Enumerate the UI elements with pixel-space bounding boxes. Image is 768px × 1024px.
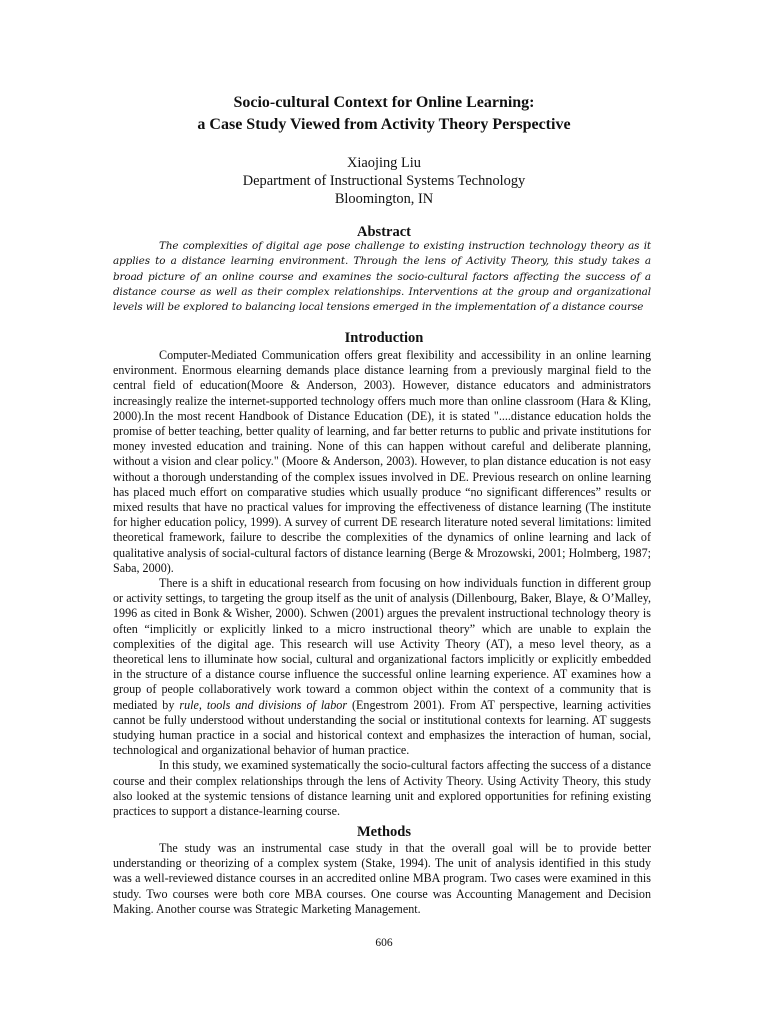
- abstract-heading: Abstract: [357, 224, 411, 240]
- title-line-2: a Case Study Viewed from Activity Theory Perspective: [197, 116, 571, 133]
- author-location: Bloomington, IN: [334, 191, 434, 207]
- title-line-1: Socio-cultural Context for Online Learning:: [233, 94, 535, 111]
- introduction-section: [113, 348, 651, 819]
- introduction-paragraph-2-emphasis: rule, tools and divisions of labor: [179, 697, 348, 712]
- introduction-paragraph-2-text-b: (Engestrom 2001). From AT perspective, learning activities cannot be fully understood without understanding the social or institutional contexts for learning. AT suggests studying human practice in a social and historical context and emphasizes the interaction of human, social, technological and organizational behavior of human practice.: [113, 697, 652, 758]
- abstract-text: The complexities of digital age pose challenge to existing instruction technology theory as it applies to a distance learning environment. Through the lens of Activity Theory, this study takes a broad picture of an online course and examines the socio-cultural factors affecting the success of a distance course as well as their complex relationships. Interventions at the group and organizational levels will be explored to balancing local tensions emerged in the implementation of a distance course: [113, 240, 651, 314]
- methods-section: [113, 841, 651, 917]
- introduction-paragraph-2: [113, 576, 651, 758]
- methods-heading: Methods: [357, 824, 411, 840]
- page-number: 606: [375, 937, 393, 949]
- author-name: Xiaojing Liu: [347, 155, 421, 171]
- introduction-paragraph-3: In this study, we examined systematically the socio-cultural factors affecting the success of a distance course and their complex relationships through the lens of Activity Theory. Using Activity Theory, this study also looked at the systemic tensions of distance learning unit and explored opportunities for refining existing practices to support a distance-learning course.: [113, 758, 651, 819]
- introduction-paragraph-1: Computer-Mediated Communication offers great flexibility and accessibility in an online learning environment. Enormous elearning demands place distance learning from a previously marginal field to the central field of education(Moore & Anderson, 2003). However, distance educators and administrators increasingly realize the internet-supported technology offers much more than online classroom (Hara & Kling, 2000).In the most recent Handbook of Distance Education (DE), it is stated "....distance education holds the promise of better teaching, better quality of learning, and far better returns to public and private institutions for money invested education and training. None of this can happen without careful and deliberate planning, without a vision and clear policy." (Moore & Anderson, 2003). However, to plan distance education is not easy without a thorough understanding of the complex issues involved in DE. Previous research on online learning has placed much effort on comparative studies which usually produce “no significant differences” results or mixed results that have no practical values for improving the effectiveness of distance learning (The institute for higher education policy, 1999). A survey of current DE research literature noted several limitations: limited theoretical framework, failure to describe the complexities of the dynamics of online learning and lack of qualitative analysis of social-cultural factors of distance learning (Berge & Mrozowski, 2001; Holmberg, 1987; Saba, 2000).: [113, 348, 651, 575]
- author-block: [0, 154, 768, 208]
- introduction-paragraph-2-text-a: There is a shift in educational research from focusing on how individuals function in different group or activity settings, to targeting the group itself as the unit of analysis (Dillenbourg, Baker, Blaye, & O’Malley, 1996 as cited in Bonk & Wisher, 2000). Schwen (2001) argues the prevalent instructional technology theory is often “implicitly or explicitly linked to a micro instructional theory” which are unable to explain the complexities of the digital age. This research will use Activity Theory (AT), a meso level theory, as a theoretical lens to illuminate how social, cultural and organizational factors implicitly or explicitly embedded in the structure of a distance course influence the successful online learning experience. AT examines how a group of people collaboratively work toward a common object within the context of a community that is mediated by: [113, 576, 651, 712]
- author-department: Department of Instructional Systems Technology: [242, 173, 526, 189]
- introduction-heading: Introduction: [344, 330, 424, 346]
- methods-paragraph-1: The study was an instrumental case study in that the overall goal will be to provide better understanding or theorizing of a complex system (Stake, 1994). The unit of analysis identified in this study was a well-reviewed distance courses in an accredited online MBA program. Two cases were examined in this study. Two courses were both core MBA courses. One course was Accounting Management and Decision Making. Another course was Strategic Marketing Management.: [113, 841, 651, 916]
- paper-title: [0, 92, 768, 136]
- abstract-section: [113, 239, 651, 315]
